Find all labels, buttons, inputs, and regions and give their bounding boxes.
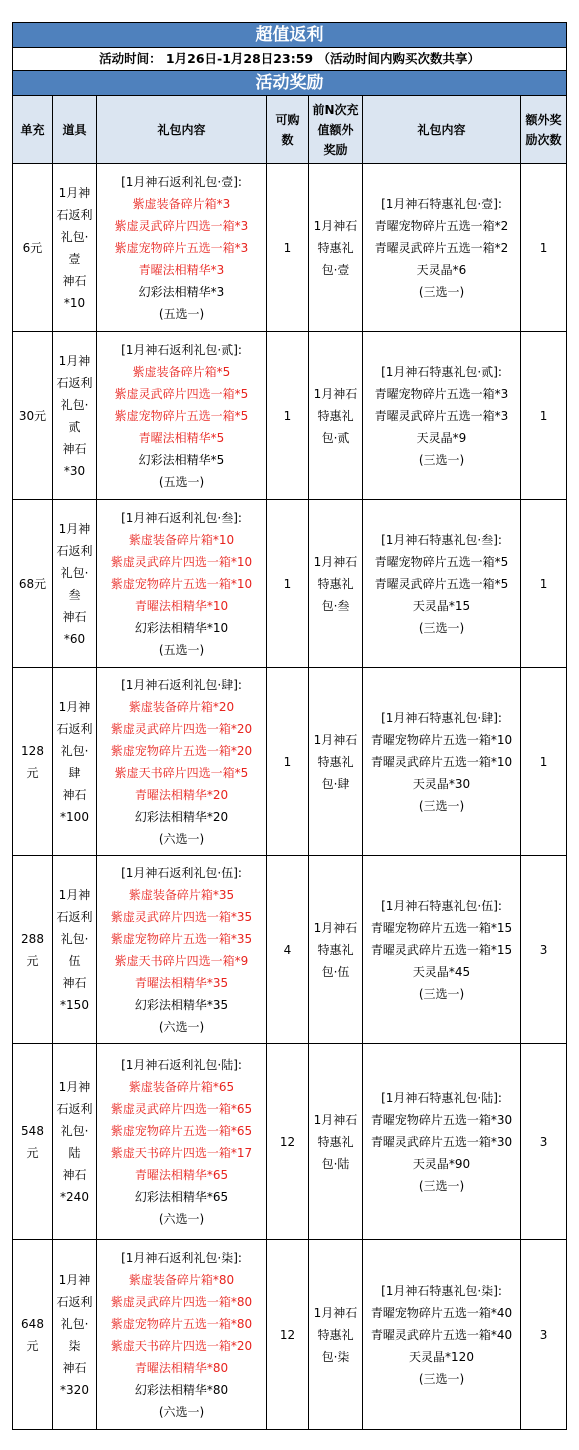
- content2-line: [1月神石特惠礼包·肆]:: [381, 710, 502, 725]
- extra-pack-cell: 1月神石 特惠礼 包·肆: [309, 668, 363, 856]
- reward-table: [12, 22, 567, 1430]
- content-line: 青曜法相精华*65: [134, 1167, 229, 1182]
- content2-line: 青曜灵武碎片五选一箱*2: [374, 240, 509, 255]
- header-extra-times: 额外奖 励次数: [521, 96, 567, 164]
- content2-line: [1月神石特惠礼包·陆]:: [381, 1090, 502, 1105]
- content2-cell: [363, 164, 521, 332]
- content-line: 青曜法相精华*5: [138, 430, 225, 445]
- buyable-cell: 1: [267, 500, 309, 668]
- recharge-cell: 288 元: [13, 856, 53, 1044]
- buyable-cell: 4: [267, 856, 309, 1044]
- content-line: [1月神石返利礼包·陆]:: [121, 1057, 242, 1072]
- table-row: [13, 164, 567, 332]
- extra-times-cell: 1: [521, 668, 567, 856]
- content-line: 紫虚天书碎片四选一箱*17: [110, 1145, 253, 1160]
- buyable-cell: 1: [267, 668, 309, 856]
- extra-pack-cell: 1月神石 特惠礼 包·贰: [309, 332, 363, 500]
- recharge-cell: 6元: [13, 164, 53, 332]
- item-cell: 1月神 石返利 礼包· 贰 神石 *30: [53, 332, 97, 500]
- page-title: 超值返利: [13, 23, 567, 48]
- header-content: 礼包内容: [97, 96, 267, 164]
- item-cell: 1月神 石返利 礼包· 壹 神石 *10: [53, 164, 97, 332]
- extra-pack-cell: 1月神石 特惠礼 包·伍: [309, 856, 363, 1044]
- recharge-cell: 128 元: [13, 668, 53, 856]
- content2-line: [1月神石特惠礼包·伍]:: [381, 898, 502, 913]
- content-line: (六选一): [158, 1404, 205, 1419]
- content-line: 幻彩法相精华*10: [134, 620, 229, 635]
- content-line: 紫虚宠物碎片五选一箱*20: [110, 743, 253, 758]
- section-title: 活动奖励: [13, 71, 567, 96]
- content-line: 紫虚天书碎片四选一箱*20: [110, 1338, 253, 1353]
- extra-times-cell: 1: [521, 164, 567, 332]
- content-line: 紫虚天书碎片四选一箱*5: [114, 765, 249, 780]
- content-line: [1月神石返利礼包·伍]:: [121, 865, 242, 880]
- content-line: 紫虚灵武碎片四选一箱*5: [114, 386, 249, 401]
- content-cell: [97, 856, 267, 1044]
- content2-line: 青曜宠物碎片五选一箱*10: [370, 732, 513, 747]
- content-cell: [97, 332, 267, 500]
- content2-line: (三选一): [418, 798, 465, 813]
- content2-line: 天灵晶*120: [409, 1349, 474, 1364]
- content2-cell: [363, 668, 521, 856]
- table-row: [13, 332, 567, 500]
- content2-line: 青曜宠物碎片五选一箱*2: [374, 218, 509, 233]
- table-row: [13, 856, 567, 1044]
- content2-line: 青曜宠物碎片五选一箱*30: [370, 1112, 513, 1127]
- content-line: 紫虚装备碎片箱*20: [128, 699, 235, 714]
- content-cell: [97, 668, 267, 856]
- content-line: 幻彩法相精华*80: [134, 1382, 229, 1397]
- recharge-cell: 548 元: [13, 1044, 53, 1240]
- content2-line: (三选一): [418, 452, 465, 467]
- content2-line: 青曜灵武碎片五选一箱*40: [370, 1327, 513, 1342]
- content-line: [1月神石返利礼包·肆]:: [121, 677, 242, 692]
- content-line: 紫虚宠物碎片五选一箱*3: [114, 240, 249, 255]
- content-line: (六选一): [158, 1211, 205, 1226]
- content2-line: [1月神石特惠礼包·柒]:: [381, 1283, 502, 1298]
- item-cell: 1月神 石返利 礼包· 柒 神石 *320: [53, 1240, 97, 1430]
- content-line: 青曜法相精华*3: [138, 262, 225, 277]
- content2-line: 青曜宠物碎片五选一箱*3: [374, 386, 509, 401]
- content-line: 紫虚装备碎片箱*65: [128, 1079, 235, 1094]
- content2-line: (三选一): [418, 1178, 465, 1193]
- extra-times-cell: 3: [521, 1240, 567, 1430]
- content-line: 青曜法相精华*20: [134, 787, 229, 802]
- content2-line: (三选一): [418, 986, 465, 1001]
- content-cell: [97, 1240, 267, 1430]
- recharge-cell: 30元: [13, 332, 53, 500]
- content-line: [1月神石返利礼包·贰]:: [121, 342, 242, 357]
- content2-cell: [363, 856, 521, 1044]
- content2-line: 天灵晶*90: [412, 1156, 471, 1171]
- content-line: 紫虚装备碎片箱*80: [128, 1272, 235, 1287]
- content-line: [1月神石返利礼包·柒]:: [121, 1250, 242, 1265]
- header-buyable: 可购 数: [267, 96, 309, 164]
- content-line: 紫虚宠物碎片五选一箱*80: [110, 1316, 253, 1331]
- content-line: 紫虚灵武碎片四选一箱*80: [110, 1294, 253, 1309]
- buyable-cell: 12: [267, 1240, 309, 1430]
- content2-line: 青曜灵武碎片五选一箱*3: [374, 408, 509, 423]
- content-line: (五选一): [158, 306, 205, 321]
- item-cell: 1月神 石返利 礼包· 伍 神石 *150: [53, 856, 97, 1044]
- content-line: 青曜法相精华*10: [134, 598, 229, 613]
- content-line: 幻彩法相精华*3: [138, 284, 225, 299]
- content2-line: 青曜灵武碎片五选一箱*15: [370, 942, 513, 957]
- content-line: [1月神石返利礼包·叁]:: [121, 510, 242, 525]
- content-line: 紫虚装备碎片箱*35: [128, 887, 235, 902]
- item-cell: 1月神 石返利 礼包· 肆 神石 *100: [53, 668, 97, 856]
- content-line: 幻彩法相精华*5: [138, 452, 225, 467]
- content-line: 青曜法相精华*35: [134, 975, 229, 990]
- content-line: 青曜法相精华*80: [134, 1360, 229, 1375]
- content-line: 紫虚灵武碎片四选一箱*65: [110, 1101, 253, 1116]
- content-line: 紫虚灵武碎片四选一箱*3: [114, 218, 249, 233]
- content-line: (五选一): [158, 642, 205, 657]
- extra-times-cell: 3: [521, 1044, 567, 1240]
- content-cell: [97, 1044, 267, 1240]
- content2-line: [1月神石特惠礼包·贰]:: [381, 364, 502, 379]
- content-line: 紫虚装备碎片箱*5: [132, 364, 231, 379]
- table-row: [13, 668, 567, 856]
- item-cell: 1月神 石返利 礼包· 叁 神石 *60: [53, 500, 97, 668]
- content2-line: (三选一): [418, 284, 465, 299]
- content-line: (五选一): [158, 474, 205, 489]
- recharge-cell: 648 元: [13, 1240, 53, 1430]
- extra-pack-cell: 1月神石 特惠礼 包·陆: [309, 1044, 363, 1240]
- extra-times-cell: 3: [521, 856, 567, 1044]
- content2-line: 青曜灵武碎片五选一箱*10: [370, 754, 513, 769]
- header-item: 道具: [53, 96, 97, 164]
- content-line: 幻彩法相精华*65: [134, 1189, 229, 1204]
- activity-time: 活动时间： 1月26日-1月28日23:59 （活动时间内购买次数共享）: [13, 48, 567, 71]
- content-line: [1月神石返利礼包·壹]:: [121, 174, 242, 189]
- content2-line: [1月神石特惠礼包·叁]:: [381, 532, 502, 547]
- extra-times-cell: 1: [521, 332, 567, 500]
- content2-line: (三选一): [418, 620, 465, 635]
- content-cell: [97, 500, 267, 668]
- content-line: (六选一): [158, 831, 205, 846]
- buyable-cell: 12: [267, 1044, 309, 1240]
- content2-line: 天灵晶*15: [412, 598, 471, 613]
- extra-pack-cell: 1月神石 特惠礼 包·叁: [309, 500, 363, 668]
- content-line: 紫虚宠物碎片五选一箱*65: [110, 1123, 253, 1138]
- content-line: 紫虚天书碎片四选一箱*9: [114, 953, 249, 968]
- content2-line: 青曜宠物碎片五选一箱*5: [374, 554, 509, 569]
- content-line: (六选一): [158, 1019, 205, 1034]
- content2-cell: [363, 1240, 521, 1430]
- content2-cell: [363, 1044, 521, 1240]
- content2-line: 青曜灵武碎片五选一箱*5: [374, 576, 509, 591]
- table-row: [13, 1240, 567, 1430]
- content-cell: [97, 164, 267, 332]
- content2-cell: [363, 500, 521, 668]
- content-line: 紫虚灵武碎片四选一箱*10: [110, 554, 253, 569]
- extra-times-cell: 1: [521, 500, 567, 668]
- content-line: 幻彩法相精华*35: [134, 997, 229, 1012]
- item-cell: 1月神 石返利 礼包· 陆 神石 *240: [53, 1044, 97, 1240]
- content2-line: 天灵晶*30: [412, 776, 471, 791]
- content-line: 幻彩法相精华*20: [134, 809, 229, 824]
- content2-line: (三选一): [418, 1371, 465, 1386]
- content2-line: 青曜宠物碎片五选一箱*40: [370, 1305, 513, 1320]
- content2-line: 天灵晶*45: [412, 964, 471, 979]
- content-line: 紫虚灵武碎片四选一箱*20: [110, 721, 253, 736]
- content-line: 紫虚宠物碎片五选一箱*5: [114, 408, 249, 423]
- buyable-cell: 1: [267, 164, 309, 332]
- content2-line: 青曜宠物碎片五选一箱*15: [370, 920, 513, 935]
- content-line: 紫虚宠物碎片五选一箱*10: [110, 576, 253, 591]
- content-line: 紫虚装备碎片箱*3: [132, 196, 231, 211]
- content2-line: 天灵晶*6: [416, 262, 467, 277]
- content-line: 紫虚装备碎片箱*10: [128, 532, 235, 547]
- header-recharge: 单充: [13, 96, 53, 164]
- content2-cell: [363, 332, 521, 500]
- table-row: [13, 500, 567, 668]
- extra-pack-cell: 1月神石 特惠礼 包·壹: [309, 164, 363, 332]
- recharge-cell: 68元: [13, 500, 53, 668]
- content2-line: 天灵晶*9: [416, 430, 467, 445]
- header-first-n: 前N次充 值额外 奖励: [309, 96, 363, 164]
- buyable-cell: 1: [267, 332, 309, 500]
- content2-line: 青曜灵武碎片五选一箱*30: [370, 1134, 513, 1149]
- table-row: [13, 1044, 567, 1240]
- extra-pack-cell: 1月神石 特惠礼 包·柒: [309, 1240, 363, 1430]
- content-line: 紫虚宠物碎片五选一箱*35: [110, 931, 253, 946]
- content2-line: [1月神石特惠礼包·壹]:: [381, 196, 502, 211]
- header-content2: 礼包内容: [363, 96, 521, 164]
- content-line: 紫虚灵武碎片四选一箱*35: [110, 909, 253, 924]
